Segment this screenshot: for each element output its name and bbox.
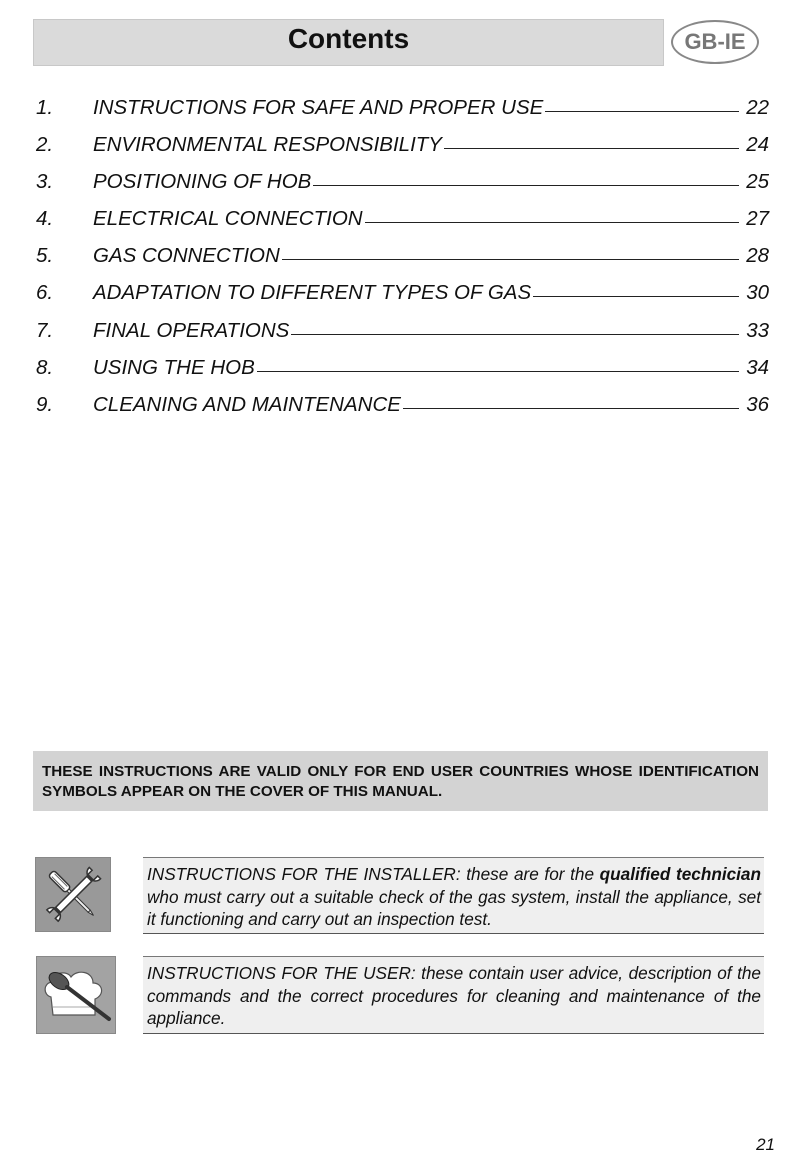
installer-text-end: who must carry out a suitable check of the gas system, install the appliance, set it functioning and carry out an inspection test.	[147, 886, 761, 929]
wrench-screwdriver-icon	[35, 857, 111, 932]
toc-number: 9.	[36, 392, 54, 416]
toc-number: 3.	[36, 170, 54, 194]
toc-leader-line	[282, 259, 739, 260]
installer-instructions	[143, 857, 764, 934]
toc-page-number: 33	[746, 318, 769, 342]
toc-entry	[36, 356, 769, 393]
installer-text-bold: qualified technician	[599, 864, 761, 884]
toc-number: 8.	[36, 355, 54, 379]
toc-entry	[36, 393, 769, 430]
toc-title: USING THE HOB	[93, 355, 255, 379]
toc-entry	[36, 244, 769, 281]
toc-title: ENVIRONMENTAL RESPONSIBILITY	[93, 133, 442, 157]
title-bar	[33, 19, 664, 66]
table-of-contents	[36, 96, 769, 430]
toc-entry	[36, 96, 769, 133]
toc-number: 4.	[36, 207, 54, 231]
toc-page-number: 36	[746, 392, 769, 416]
toc-number: 6.	[36, 281, 54, 305]
toc-entry	[36, 133, 769, 170]
toc-leader-line	[365, 222, 739, 223]
page-number: 21	[756, 1135, 775, 1154]
toc-title: INSTRUCTIONS FOR SAFE AND PROPER USE	[93, 96, 544, 119]
toc-page-number: 27	[746, 207, 769, 231]
toc-title: ELECTRICAL CONNECTION	[93, 207, 363, 231]
toc-leader-line	[291, 334, 739, 335]
toc-page-number: 30	[746, 281, 769, 305]
chef-hat-spoon-icon	[36, 956, 116, 1034]
toc-number: 5.	[36, 244, 54, 268]
toc-entry	[36, 319, 769, 356]
toc-number: 1.	[36, 96, 54, 119]
toc-leader-line	[444, 148, 739, 149]
toc-leader-line	[313, 185, 739, 186]
toc-leader-line	[533, 296, 739, 297]
toc-leader-line	[403, 408, 739, 409]
toc-leader-line	[257, 371, 739, 372]
toc-page-number: 22	[746, 96, 769, 119]
toc-title: ADAPTATION TO DIFFERENT TYPES OF GAS	[93, 281, 532, 305]
page-title: Contents	[287, 23, 410, 54]
toc-page-number: 28	[746, 244, 769, 268]
toc-entry	[36, 281, 769, 318]
toc-page-number: 24	[746, 133, 769, 157]
installer-text-start: INSTRUCTIONS FOR THE INSTALLER: these are for the	[147, 864, 600, 884]
toc-entry	[36, 207, 769, 244]
toc-page-number: 34	[746, 355, 769, 379]
validity-notice: THESE INSTRUCTIONS ARE VALID ONLY FOR END USER COUNTRIES WHOSE IDENTIFICATION SYMBOLS APPEAR ON THE COVER OF THIS MANUAL.	[33, 751, 768, 811]
toc-leader-line	[545, 111, 739, 112]
toc-title: GAS CONNECTION	[93, 244, 280, 268]
toc-page-number: 25	[746, 170, 769, 194]
language-badge: GB-IE	[671, 20, 759, 64]
toc-number: 7.	[36, 318, 54, 342]
toc-title: FINAL OPERATIONS	[93, 318, 290, 342]
toc-title: CLEANING AND MAINTENANCE	[93, 392, 401, 416]
user-instructions: INSTRUCTIONS FOR THE USER: these contain user advice, description of the commands and the correct procedures for cleaning and maintenance of the appliance.	[143, 956, 764, 1034]
toc-entry	[36, 170, 769, 207]
toc-number: 2.	[36, 133, 54, 157]
toc-title: POSITIONING OF HOB	[93, 170, 312, 194]
